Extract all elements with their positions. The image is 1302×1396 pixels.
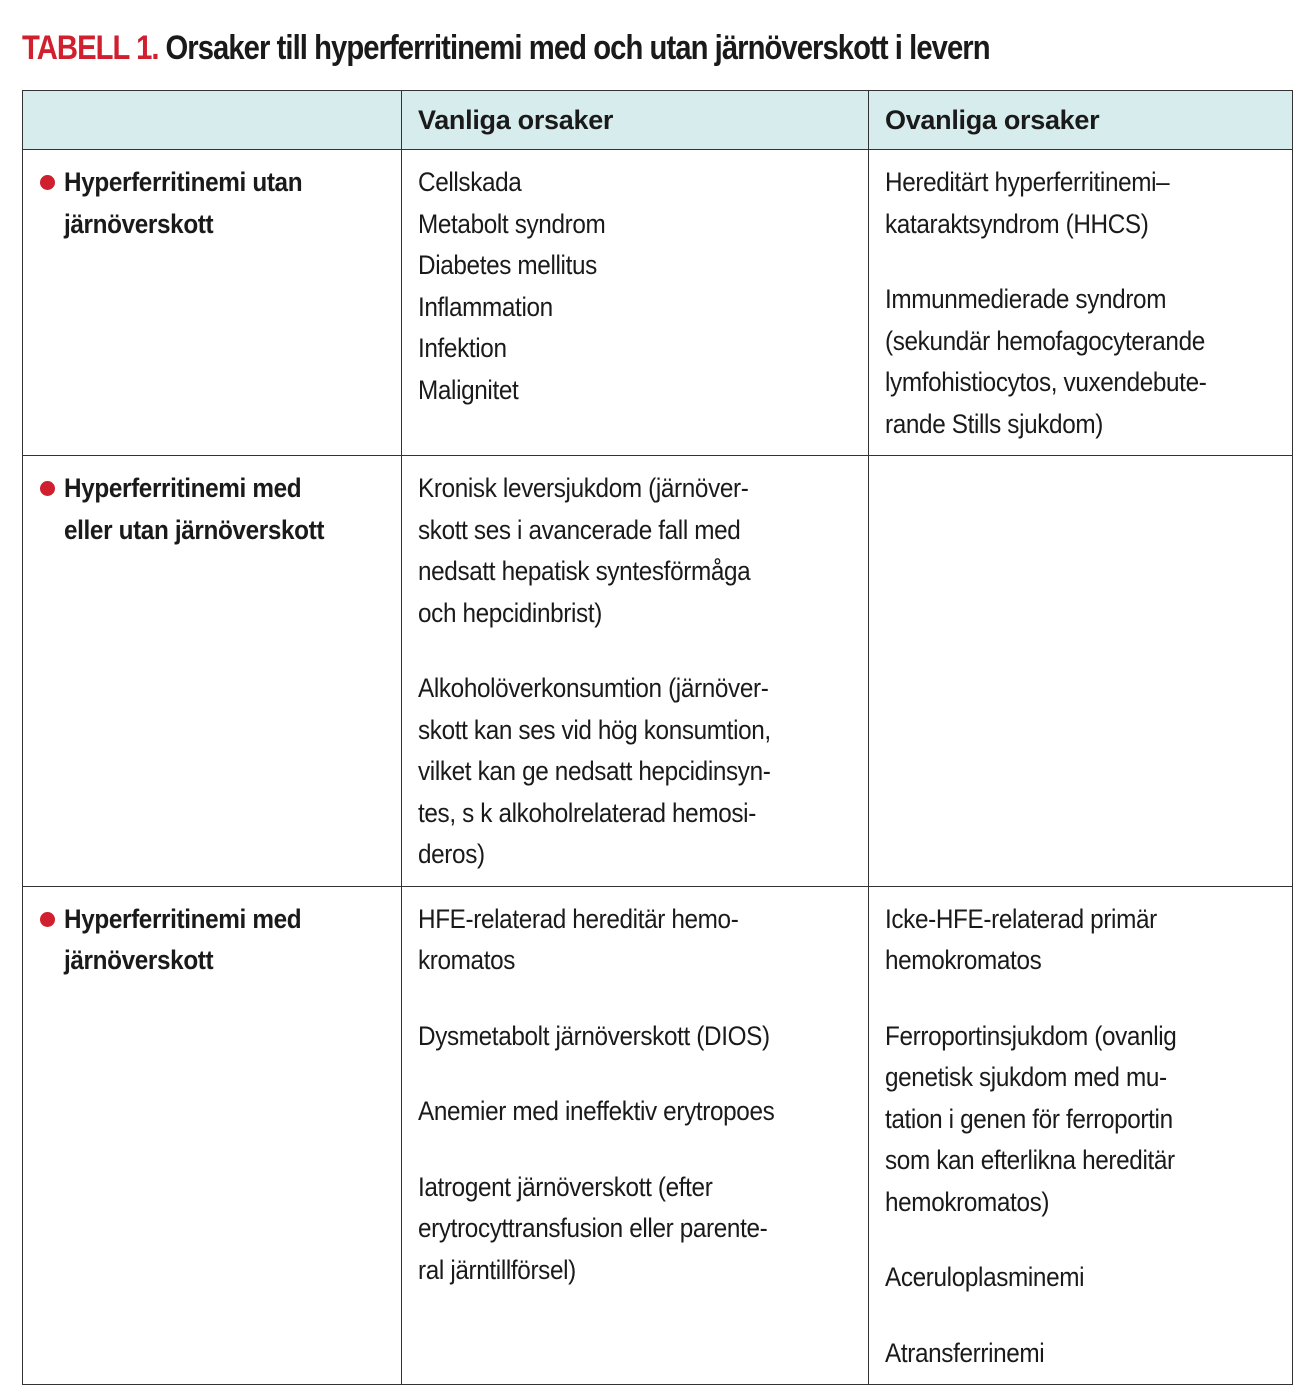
cause-paragraph — [885, 1333, 1276, 1375]
cause-line: tation i genen för ferroportin — [885, 1103, 1173, 1134]
cause-line: Ferroportinsjukdom (ovanlig — [885, 1020, 1177, 1051]
cause-line: Malignitet — [418, 374, 519, 405]
cause-paragraph — [885, 899, 1276, 982]
cause-paragraph — [418, 668, 852, 876]
cause-line: vilket kan ge nedsatt hepcidinsyn- — [418, 756, 771, 786]
rare-causes-cell — [869, 886, 1293, 1385]
cause-line: Kronisk leversjukdom (järnöver- — [418, 473, 749, 503]
cause-paragraph — [885, 1257, 1276, 1299]
table-title-text: Orsaker till hyperferritinemi med och utan järnöverskott i levern — [165, 29, 990, 67]
category-line: Hyperferritinemi med — [64, 903, 302, 934]
cause-paragraph — [418, 899, 852, 982]
cause-line: Metabolt syndrom — [418, 208, 606, 239]
table-label: TABELL 1. — [22, 29, 159, 67]
bullet-dot-icon — [40, 175, 55, 190]
cause-line: och hepcidinbrist) — [418, 597, 602, 628]
cause-line: tes, s k alkoholrelaterad hemosi- — [418, 797, 756, 828]
cause-line: Inflammation — [418, 291, 553, 322]
cause-paragraph — [418, 1167, 852, 1292]
cause-line: skott kan ses vid hög konsumtion, — [418, 714, 771, 745]
cause-line: lymfohistiocytos, vuxendebute- — [885, 367, 1207, 397]
bullet-dot-icon — [40, 912, 55, 927]
cause-line: Infektion — [418, 333, 507, 363]
common-causes-cell — [402, 886, 869, 1385]
table-title — [22, 22, 1114, 74]
table-row — [23, 150, 1293, 456]
header-cell-category — [23, 91, 402, 150]
cause-line: hemokromatos — [885, 945, 1042, 975]
cause-line: HFE-relaterad hereditär hemo- — [418, 903, 739, 934]
cause-line: Icke-HFE-relaterad primär — [885, 903, 1157, 934]
cause-paragraph — [885, 1016, 1276, 1224]
cause-line: nedsatt hepatisk syntesförmåga — [418, 556, 751, 586]
cause-line: deros) — [418, 839, 485, 869]
common-causes-cell — [402, 456, 869, 887]
rare-causes-cell — [869, 456, 1293, 887]
cause-paragraph — [418, 1016, 852, 1058]
cause-paragraph — [418, 468, 852, 634]
table-row — [23, 456, 1293, 887]
category-line: järnöverskott — [64, 208, 214, 239]
row-category-cell — [23, 886, 402, 1385]
cause-line: ral järntillförsel) — [418, 1254, 576, 1285]
cause-line: Aceruloplasminemi — [885, 1262, 1085, 1292]
cause-line: rande Stills sjukdom) — [885, 408, 1103, 439]
cause-line: kataraktsyndrom (HHCS) — [885, 208, 1149, 239]
header-cell-rare: Ovanliga orsaker — [869, 91, 1293, 150]
category-line: Hyperferritinemi med — [64, 473, 302, 503]
bullet-dot-icon — [40, 481, 55, 496]
common-causes-cell — [402, 150, 869, 456]
cause-paragraph — [418, 1091, 852, 1133]
cause-line: Cellskada — [418, 167, 522, 197]
table-header-row — [23, 91, 1293, 150]
cause-line: (sekundär hemofagocyterande — [885, 325, 1205, 356]
category-line: järnöverskott — [64, 945, 214, 975]
cause-paragraph — [418, 162, 852, 411]
rare-causes-cell — [869, 150, 1293, 456]
cause-line: Alkoholöverkonsumtion (järnöver- — [418, 673, 769, 703]
cause-line: som kan efterlikna hereditär — [885, 1145, 1175, 1175]
row-category-cell — [23, 150, 402, 456]
cause-line: Diabetes mellitus — [418, 250, 597, 280]
cause-line: Hereditärt hyperferritinemi– — [885, 167, 1170, 197]
category-line: Hyperferritinemi utan — [64, 167, 303, 197]
cause-line: Atransferrinemi — [885, 1337, 1045, 1368]
cause-line: Immunmedierade syndrom — [885, 284, 1167, 314]
table-row — [23, 886, 1293, 1385]
row-category-cell — [23, 456, 402, 887]
category-line: eller utan järnöverskott — [64, 514, 325, 545]
cause-line: kromatos — [418, 945, 516, 975]
cause-line: erytrocyttransfusion eller parente- — [418, 1213, 768, 1243]
cause-line: skott ses i avancerade fall med — [418, 514, 741, 545]
cause-line: Anemier med ineffektiv erytropoes — [418, 1096, 775, 1126]
causes-table — [22, 90, 1293, 1385]
cause-line: Dysmetabolt järnöverskott (DIOS) — [418, 1020, 770, 1051]
cause-line: hemokromatos) — [885, 1186, 1050, 1217]
cause-paragraph — [885, 162, 1276, 245]
cause-line: genetisk sjukdom med mu- — [885, 1062, 1167, 1092]
cause-line: Iatrogent järnöverskott (efter — [418, 1171, 713, 1202]
cause-paragraph — [885, 279, 1276, 445]
header-cell-common: Vanliga orsaker — [402, 91, 869, 150]
